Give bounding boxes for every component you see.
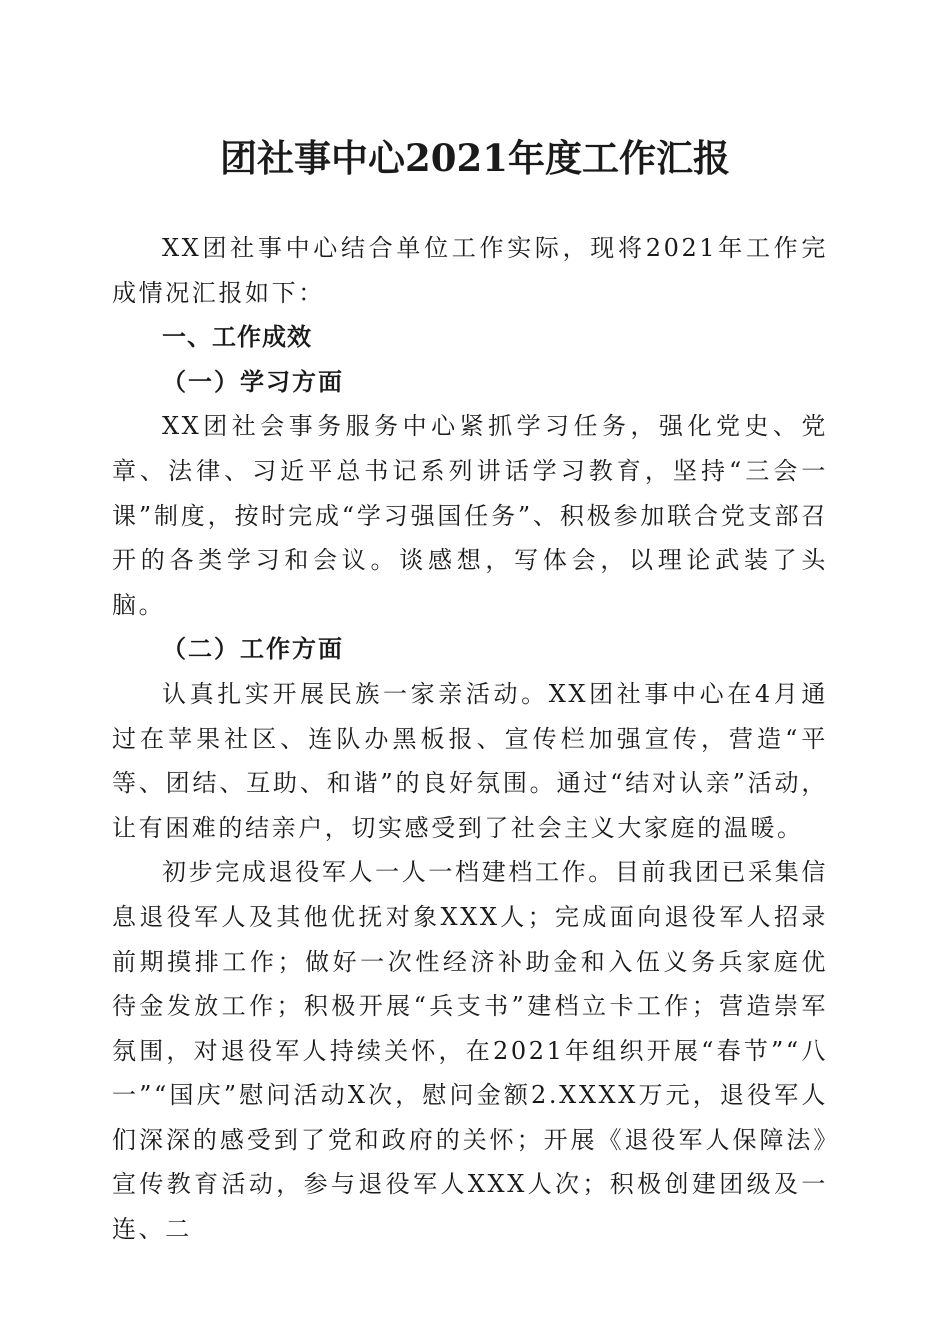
document-body [112,226,828,1252]
document-title: 团社事中心2021年度工作汇报 [220,136,730,180]
section-heading-achievements: 一、工作成效 [162,323,312,352]
intro-paragraph: XX团社事中心结合单位工作实际，现将2021年工作完成情况汇报如下： [112,234,828,307]
subsection-heading-work: （二）工作方面 [162,634,344,664]
ethnic-unity-paragraph: 认真扎实开展民族一家亲活动。XX团社事中心在4月通过在苹果社区、连队办黑板报、宣传栏加强宣传，营造“平等、团结、互助、和谐”的良好氛围。通过“结对认亲”活动，让有困难的结亲户，切实感受到了社会主义大家庭的温暖。 [112,679,828,842]
veterans-paragraph: 初步完成退役军人一人一档建档工作。目前我团已采集信息退役军人及其他优抚对象XXX人；完成面向退役军人招录前期摸排工作；做好一次性经济补助金和入伍义务兵家庭优待金发放工作；积极开展“兵支书”建档立卡工作；营造崇军氛围，对退役军人持续关怀，在2021年组织开展“春节”“八一”“国庆”慰问活动X次，慰问金额2.XXXX万元，退役军人们深深的感受到了党和政府的关怀；开展《退役军人保障法》宣传教育活动，参与退役军人XXX人次；积极创建团级及一连、二 [112,858,828,1244]
study-paragraph: XX团社会事务服务中心紧抓学习任务，强化党史、党章、法律、习近平总书记系列讲话学习教育，坚持“三会一课”制度，按时完成“学习强国任务”、积极参加联合党支部召开的各类学习和会议。谈感想，写体会，以理论武装了头脑。 [112,412,828,619]
subsection-heading-study: （一）学习方面 [162,366,344,396]
